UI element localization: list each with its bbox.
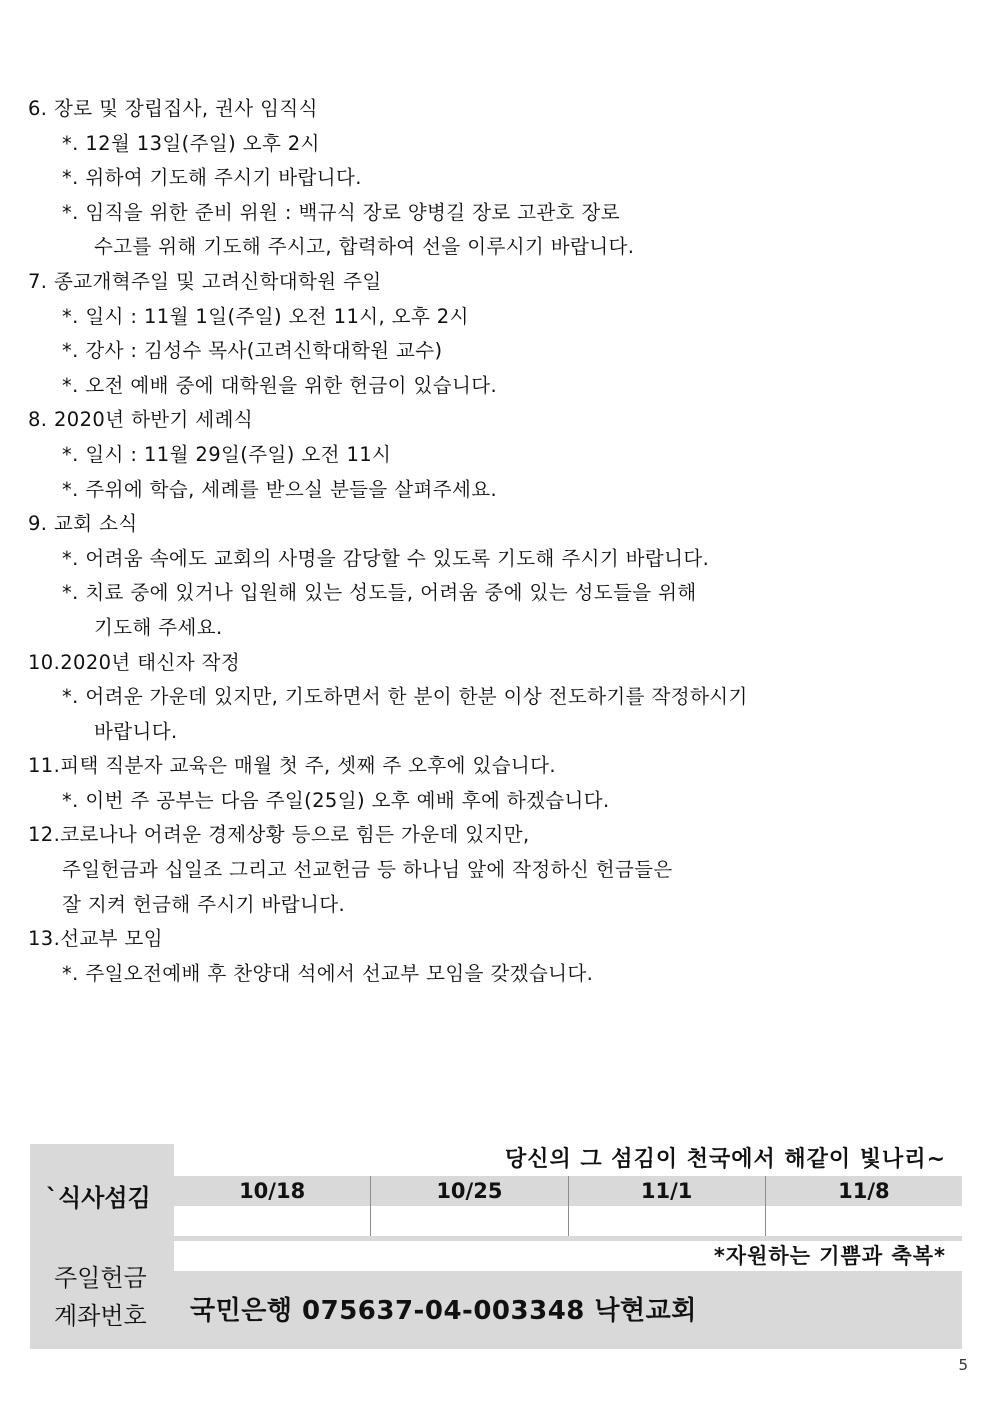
meal-date: 11/8: [838, 1179, 890, 1203]
footer-box: [30, 1144, 962, 1349]
meal-name-cell: [766, 1206, 962, 1236]
notice-item: *. 오전 예배 중에 대학원을 위한 헌금이 있습니다.: [62, 373, 498, 397]
meal-name-cell: [371, 1206, 568, 1236]
meal-names-row: [174, 1206, 962, 1236]
notice-heading: 11.피택 직분자 교육은 매월 첫 주, 셋째 주 오후에 있습니다.: [28, 754, 557, 778]
notice-heading: 8. 2020년 하반기 세례식: [28, 408, 254, 432]
notice-item: 잘 지켜 헌금해 주시기 바랍니다.: [62, 892, 346, 916]
notice-heading: 12.코로나나 어려운 경제상황 등으로 힘든 가운데 있지만,: [28, 823, 530, 847]
notice-heading: 7. 종교개혁주일 및 고려신학대학원 주일: [28, 269, 382, 293]
notice-item: *. 주일오전예배 후 찬양대 석에서 선교부 모임을 갖겠습니다.: [62, 961, 594, 985]
notice-heading: 10.2020년 태신자 작정: [28, 650, 241, 674]
offering-label: 주일헌금: [54, 1264, 147, 1292]
notice-item: 바랍니다.: [94, 719, 178, 743]
notice-item: *. 일시 : 11월 29일(주일) 오전 11시: [62, 442, 392, 466]
meal-service-label: `식사섬김: [46, 1184, 151, 1212]
slogan: 당신의 그 섬김이 천국에서 해같이 빛나리~: [504, 1147, 946, 1172]
notice-item: 수고를 위해 기도해 주시고, 합력하여 선을 이루시기 바랍니다.: [94, 235, 635, 259]
notice-item: *. 12월 13일(주일) 오후 2시: [62, 131, 320, 155]
notice-item: *. 임직을 위한 준비 위원 : 백규식 장로 양병길 장로 고관호 장로: [62, 200, 620, 224]
notice-list: [28, 92, 968, 991]
account-label: 계좌번호: [54, 1302, 147, 1330]
notice-item: 기도해 주세요.: [94, 615, 223, 639]
notice-heading: 9. 교회 소식: [28, 512, 138, 536]
meal-date: 11/1: [569, 1176, 766, 1206]
notice-item: *. 치료 중에 있거나 입원해 있는 성도들, 어려움 중에 있는 성도들을 위해: [62, 581, 697, 605]
notice-heading: 13.선교부 모임: [28, 927, 163, 951]
meal-date: 10/18: [174, 1176, 371, 1206]
page-number: 5: [958, 1356, 968, 1374]
notice-item: *. 위하여 기도해 주시기 바랍니다.: [62, 166, 362, 190]
notice-item: *. 어려움 속에도 교회의 사명을 감당할 수 있도록 기도해 주시기 바랍니다.: [62, 546, 710, 570]
meal-date: 10/25: [371, 1176, 568, 1206]
notice-item: *. 일시 : 11월 1일(주일) 오전 11시, 오후 2시: [62, 304, 469, 328]
bank-account: 국민은행 075637-04-003348 낙현교회: [190, 1296, 697, 1326]
notice-heading: 6. 장로 및 장립집사, 권사 임직식: [28, 97, 318, 120]
notice-item: *. 강사 : 김성수 목사(고려신학대학원 교수): [62, 339, 443, 363]
offering-note: *자원하는 기쁨과 축복*: [713, 1244, 946, 1268]
meal-name-cell: [569, 1206, 766, 1236]
meal-dates-row: [174, 1176, 962, 1206]
notice-item: 주일헌금과 십일조 그리고 선교헌금 등 하나님 앞에 작정하신 헌금들은: [62, 858, 673, 882]
notice-item: *. 어려운 가운데 있지만, 기도하면서 한 분이 한분 이상 전도하기를 작정하시기: [62, 685, 748, 709]
note-bar: [174, 1241, 962, 1271]
slogan-bar: [174, 1144, 962, 1176]
notice-item: *. 주위에 학습, 세례를 받으실 분들을 살펴주세요.: [62, 477, 498, 501]
meal-name-cell: [174, 1206, 371, 1236]
notice-item: *. 이번 주 공부는 다음 주일(25일) 오후 예배 후에 하겠습니다.: [62, 788, 610, 812]
